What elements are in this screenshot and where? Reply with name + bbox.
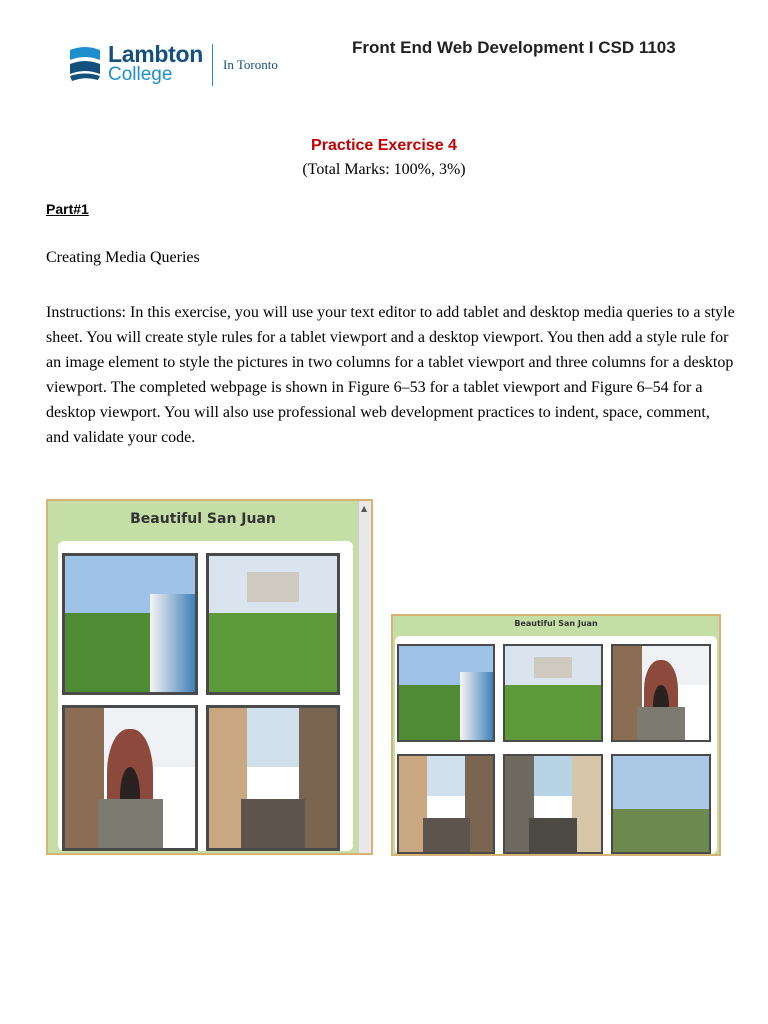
photo-fort-lawn [206, 553, 340, 695]
photo-coast [397, 644, 495, 742]
photo-chapel [62, 705, 198, 851]
photo-fort-lawn [503, 644, 603, 742]
lambton-wave-icon [68, 44, 102, 84]
figure-desktop-title: Beautiful San Juan [514, 619, 598, 628]
photo-street [206, 705, 340, 851]
instructions-paragraph: Instructions: In this exercise, you will use your text editor to add tablet and desktop media queries to a style sheet. You will create style rules for a tablet viewport and a desktop viewport. You then add a style rule for an image element to style the pictures in two columns for a tablet viewport and three columns for a desktop viewport. The completed webpage is shown in Figure 6–53 for a tablet viewport and Figure 6–54 for a desktop viewport. You will also use professional web development practices to indent, space, comment, and validate your code. [46, 304, 735, 446]
photo-chapel [611, 644, 711, 742]
logo-location: In Toronto [223, 57, 278, 72]
figure-tablet-viewport [46, 499, 373, 855]
section-heading: Creating Media Queries [46, 249, 200, 266]
logo-divider [212, 44, 213, 86]
figure-desktop-viewport [391, 614, 721, 856]
photo-street [397, 754, 495, 854]
photo-street-balconies [503, 754, 603, 854]
photo-coast [62, 553, 198, 695]
logo-sub: College [108, 64, 173, 85]
scrollbar [358, 501, 371, 853]
part-label: Part#1 [46, 201, 89, 217]
course-title: Front End Web Development I CSD 1103 [352, 38, 676, 57]
photo-gallery-panel [58, 541, 353, 851]
logo-name: Lambton [108, 41, 203, 67]
figure-tablet-title: Beautiful San Juan [130, 511, 276, 527]
photo-gallery-panel [395, 636, 717, 854]
photo-bay-view [611, 754, 711, 854]
exercise-title: Practice Exercise 4 [311, 137, 457, 154]
lambton-logo [68, 40, 283, 90]
scroll-up-arrow-icon: ▲ [361, 504, 368, 513]
total-marks: (Total Marks: 100%, 3%) [302, 161, 466, 178]
